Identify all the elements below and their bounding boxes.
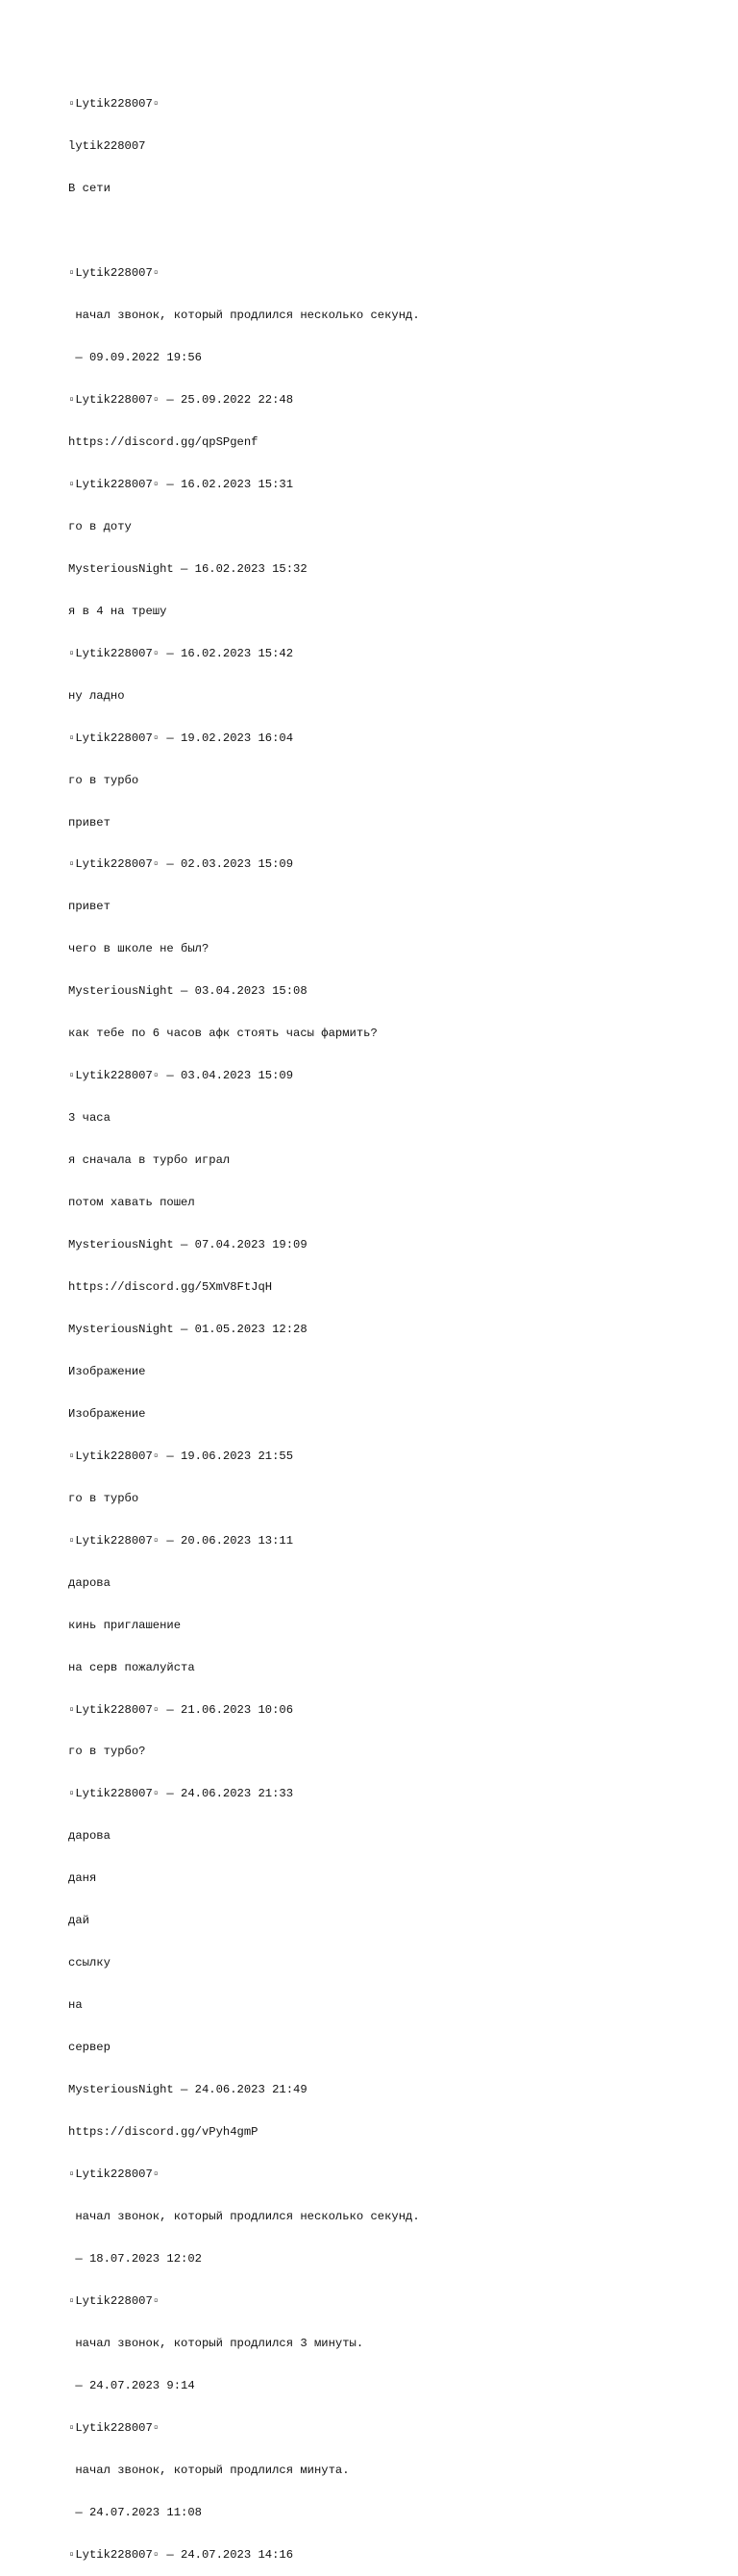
call-event: начал звонок, который продлился минута. — [68, 2463, 350, 2477]
message-header: ▫Lytik228007▫ — 19.06.2023 21:55 — [68, 1449, 294, 1463]
message-header: ▫Lytik228007▫ — 19.02.2023 16:04 — [68, 731, 294, 745]
call-event: начал звонок, который продлился 3 минуты. — [68, 2336, 364, 2350]
message-header: MysteriousNight — 16.02.2023 15:32 — [68, 561, 308, 576]
call-timestamp: — 18.07.2023 12:02 — [68, 2251, 202, 2266]
message-text: я сначала в турбо играл — [68, 1153, 231, 1168]
message-text: го в турбо? — [68, 1745, 146, 1759]
message-header: MysteriousNight — 01.05.2023 12:28 — [68, 1322, 308, 1336]
message-text: 3 часа — [68, 1111, 111, 1126]
message-author: ▫Lytik228007▫ — [68, 2293, 160, 2308]
message-text: потом хавать пошел — [68, 1196, 195, 1210]
call-timestamp: — 24.07.2023 11:08 — [68, 2505, 202, 2519]
message-text: привет — [68, 815, 111, 830]
message-text: чего в школе не был? — [68, 942, 209, 956]
message-text: кинь приглашение — [68, 1618, 182, 1632]
message-link: https://discord.gg/5XmV8FtJqH — [68, 1280, 273, 1294]
header-display-name: ▫Lytik228007▫ — [68, 97, 160, 111]
message-text: на серв пожалуйста — [68, 1660, 195, 1674]
chat-transcript — [68, 69, 722, 2576]
message-text: на — [68, 1998, 83, 2013]
call-event: начал звонок, который продлился несколько секунд. — [68, 2209, 420, 2223]
message-header: ▫Lytik228007▫ — 16.02.2023 15:42 — [68, 646, 294, 660]
message-header: ▫Lytik228007▫ — 20.06.2023 13:11 — [68, 1533, 294, 1548]
message-text: привет — [68, 900, 111, 914]
call-timestamp: — 09.09.2022 19:56 — [68, 351, 202, 365]
message-text: ссылку — [68, 1956, 111, 1970]
message-attachment: Изображение — [68, 1406, 146, 1421]
message-link: https://discord.gg/qpSPgenf — [68, 434, 258, 449]
message-header: ▫Lytik228007▫ — 03.04.2023 15:09 — [68, 1069, 294, 1083]
message-header: MysteriousNight — 03.04.2023 15:08 — [68, 984, 308, 999]
message-header: ▫Lytik228007▫ — 24.07.2023 14:16 — [68, 2547, 294, 2562]
message-link: https://discord.gg/vPyh4gmP — [68, 2125, 258, 2140]
blank-line — [68, 224, 722, 238]
message-text: даня — [68, 1871, 97, 1886]
message-author: ▫Lytik228007▫ — [68, 266, 160, 281]
message-header: MysteriousNight — 07.04.2023 19:09 — [68, 1238, 308, 1252]
message-text: я в 4 на трешу — [68, 604, 167, 618]
header-status: В сети — [68, 182, 111, 196]
message-text: сервер — [68, 2041, 111, 2055]
message-text: го в доту — [68, 519, 132, 533]
message-header: MysteriousNight — 24.06.2023 21:49 — [68, 2083, 308, 2097]
message-header: ▫Lytik228007▫ — 21.06.2023 10:06 — [68, 1702, 294, 1717]
call-timestamp: — 24.07.2023 9:14 — [68, 2378, 195, 2392]
message-attachment: Изображение — [68, 1364, 146, 1378]
message-author: ▫Lytik228007▫ — [68, 2420, 160, 2435]
message-text: дай — [68, 1914, 89, 1928]
message-text: дарова — [68, 1829, 111, 1844]
message-text: ну ладно — [68, 688, 125, 703]
message-header: ▫Lytik228007▫ — 16.02.2023 15:31 — [68, 477, 294, 491]
message-author: ▫Lytik228007▫ — [68, 2167, 160, 2182]
call-event: начал звонок, который продлился несколько секунд. — [68, 309, 420, 323]
message-header: ▫Lytik228007▫ — 25.09.2022 22:48 — [68, 392, 294, 407]
message-text: как тебе по 6 часов афк стоять часы фармить? — [68, 1027, 378, 1041]
message-text: дарова — [68, 1575, 111, 1590]
message-text: го в турбо — [68, 773, 139, 787]
message-header: ▫Lytik228007▫ — 02.03.2023 15:09 — [68, 857, 294, 872]
header-username: lytik228007 — [68, 139, 146, 154]
message-header: ▫Lytik228007▫ — 24.06.2023 21:33 — [68, 1787, 294, 1801]
message-text: го в турбо — [68, 1491, 139, 1505]
